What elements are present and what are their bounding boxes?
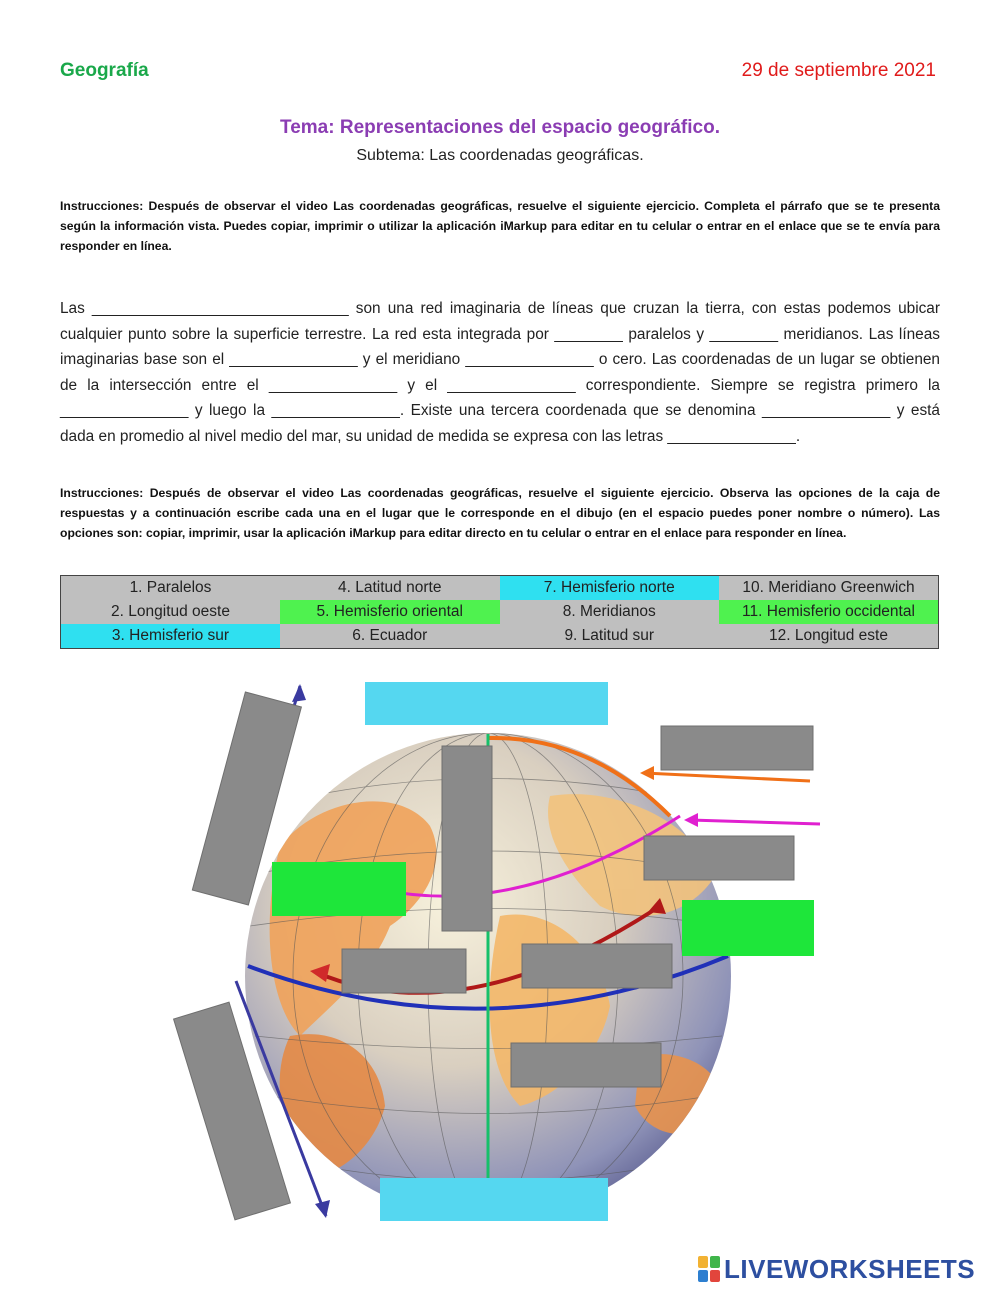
- brand-logo: [698, 1254, 975, 1284]
- liveworksheets-icon: [698, 1256, 720, 1282]
- option-cell: 1. Paralelos: [61, 576, 281, 601]
- option-cell: 12. Longitud este: [719, 624, 939, 649]
- options-row: [61, 624, 939, 649]
- pointer-arrow: [690, 820, 820, 824]
- option-cell: 5. Hemisferio oriental: [280, 600, 500, 624]
- options-row: [61, 576, 939, 601]
- option-cell: 6. Ecuador: [280, 624, 500, 649]
- answer-box-top[interactable]: [365, 682, 608, 725]
- answer-box-right-middle[interactable]: [644, 836, 794, 880]
- option-cell: 4. Latitud norte: [280, 576, 500, 601]
- answer-box-right-green[interactable]: [682, 900, 814, 956]
- answer-box-left-green[interactable]: [272, 862, 406, 916]
- globe-diagram: [170, 676, 830, 1221]
- option-cell: 9. Latitud sur: [500, 624, 720, 649]
- topic-title: Tema: Representaciones del espacio geográfico.: [280, 117, 720, 138]
- paragraph-text: Las ______________________________ son una red imaginaria de líneas que cruzan la tierra, con estas podemos ubicar cualquier punto sobre la superficie terrestre. La red esta integrada por ________ paralelos y ________ meridianos. Las líneas imaginarias base son el _______________ y el meridiano _______________ o cero. Las coordenadas de un lugar se obtienen de la intersección entre el _______________ y el _______________ correspondiente. Siempre se registra primero la _______________ y luego la _______________. Existe una tercera coordenada que se denomina _______________ y está dada en promedio al nivel medio del mar, su unidad de medida se expresa con las letras _______________.: [60, 300, 940, 445]
- fill-in-paragraph: [60, 296, 940, 450]
- option-cell: 10. Meridiano Greenwich: [719, 576, 939, 601]
- options-table: [60, 575, 939, 649]
- pointer-arrow: [644, 773, 810, 781]
- option-cell: 2. Longitud oeste: [61, 600, 281, 624]
- answer-box-lower[interactable]: [511, 1043, 661, 1087]
- options-row: [61, 600, 939, 624]
- option-cell: 7. Hemisferio norte: [500, 576, 720, 601]
- instructions-second: Instrucciones: Después de observar el video Las coordenadas geográficas, resuelve el siguiente ejercicio. Observa las opciones de la caja de respuestas y a continuación escribe cada una en el lugar que le corresponde en el dibujo (en el espacio puedes poner nombre o número). Las opciones son: copiar, imprimir, usar la aplicación iMarkup para editar directo en tu celular o entrar en el enlace para responder en línea.: [60, 486, 940, 540]
- date-label: 29 de septiembre 2021: [741, 60, 936, 81]
- answer-box-right-top[interactable]: [661, 726, 813, 770]
- option-cell: 11. Hemisferio occidental: [719, 600, 939, 624]
- instructions-first: Instrucciones: Después de observar el video Las coordenadas geográficas, resuelve el siguiente ejercicio. Completa el párrafo que se te presenta según la información vista. Puedes copiar, imprimir o utilizar la aplicación iMarkup para editar en tu celular o entrar en el enlace que se te envía para responder en línea.: [60, 199, 940, 253]
- option-cell: 3. Hemisferio sur: [61, 624, 281, 649]
- answer-box-center-left[interactable]: [342, 949, 466, 993]
- answer-box-bottom[interactable]: [380, 1178, 608, 1221]
- answer-box-center-right[interactable]: [522, 944, 672, 988]
- answer-box-vertical[interactable]: [442, 746, 492, 931]
- subtopic-title: Subtema: Las coordenadas geográficas.: [356, 147, 644, 164]
- brand-name: LIVEWORKSHEETS: [724, 1253, 976, 1284]
- subject-title: Geografía: [60, 60, 149, 81]
- option-cell: 8. Meridianos: [500, 600, 720, 624]
